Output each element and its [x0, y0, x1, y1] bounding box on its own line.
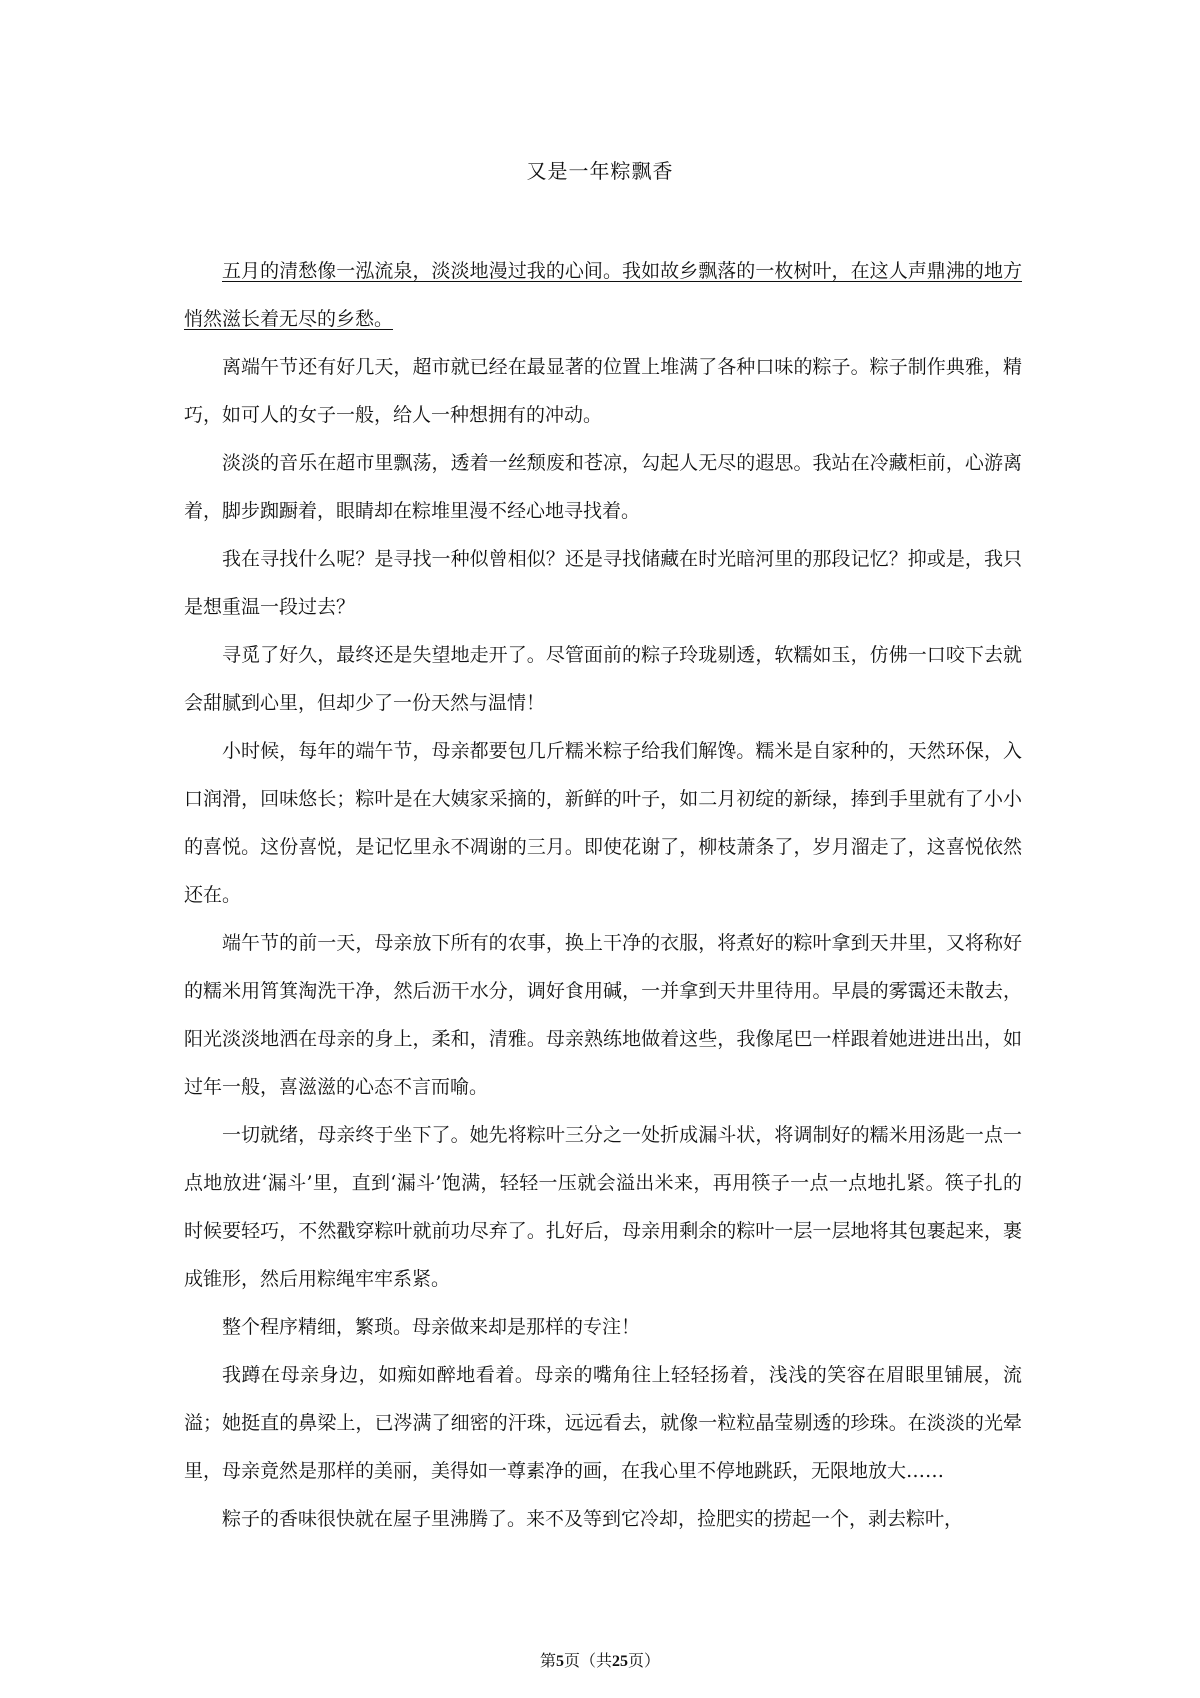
paragraph-1 [184, 247, 1022, 343]
current-page-number: 5 [555, 1653, 564, 1670]
paragraph-9: 整个程序精细，繁琐。母亲做来却是那样的专注！ [222, 1316, 641, 1338]
paragraph-7: 端午节的前一天，母亲放下所有的农事，换上干净的衣服，将煮好的粽叶拿到天井里，又将称好的糯米用筲箕淘洗干净，然后沥干水分，调好食用碱，一并拿到天井里待用。早晨的雾霭还未散去，阳光淡淡地洒在母亲的身上，柔和，清雅。母亲熟练地做着这些，我像尾巴一样跟着她进进出出，如过年一般，喜滋滋的心态不言而喻。 [184, 932, 1022, 1098]
paragraph-6: 小时候，每年的端午节，母亲都要包几斤糯米粽子给我们解馋。糯米是自家种的，天然环保，入口润滑，回味悠长；粽叶是在大姨家采摘的，新鲜的叶子，如二月初绽的新绿，捧到手里就有了小小的喜悦。这份喜悦，是记忆里永不凋谢的三月。即使花谢了，柳枝萧条了，岁月溜走了，这喜悦依然还在。 [184, 740, 1022, 906]
footer-middle: 页（共 [563, 1651, 612, 1670]
footer-prefix: 第 [539, 1651, 556, 1670]
underlined-text: 五月的清愁像一泓流泉，淡淡地漫过我的心间。我如故乡飘落的一枚树叶，在这人声鼎沸的地方悄然滋长着无尽的乡愁。 [184, 260, 1022, 330]
article-body [184, 247, 1022, 1543]
paragraph-2: 离端午节还有好几天，超市就已经在最显著的位置上堆满了各种口味的粽子。粽子制作典雅，精巧，如可人的女子一般，给人一种想拥有的冲动。 [184, 356, 1022, 426]
paragraph-3: 淡淡的音乐在超市里飘荡，透着一丝颓废和苍凉，勾起人无尽的遐思。我站在冷藏柜前，心游离着，脚步踟蹰着，眼睛却在粽堆里漫不经心地寻找着。 [184, 452, 1022, 522]
page-footer [0, 1648, 1200, 1671]
paragraph-8: 一切就绪，母亲终于坐下了。她先将粽叶三分之一处折成漏斗状，将调制好的糯米用汤匙一点一点地放进‘漏斗’里，直到‘漏斗’饱满，轻轻一压就会溢出米来，再用筷子一点一点地扎紧。筷子扎的时候要轻巧，不然戳穿粽叶就前功尽弃了。扎好后，母亲用剩余的粽叶一层一层地将其包裹起来，裹成锥形，然后用粽绳牢牢系紧。 [184, 1124, 1022, 1290]
article-title: 又是一年粽飘香 [526, 159, 674, 183]
paragraph-5: 寻觅了好久，最终还是失望地走开了。尽管面前的粽子玲珑剔透，软糯如玉，仿佛一口咬下去就会甜腻到心里，但却少了一份天然与温情！ [184, 644, 1022, 714]
paragraph-4: 我在寻找什么呢？是寻找一种似曾相似？还是寻找储藏在时光暗河里的那段记忆？抑或是，我只是想重温一段过去？ [184, 548, 1022, 618]
paragraph-11: 粽子的香味很快就在屋子里沸腾了。来不及等到它冷却，捡肥实的捞起一个，剥去粽叶， [222, 1508, 964, 1530]
footer-suffix: 页） [628, 1651, 661, 1670]
paragraph-10: 我蹲在母亲身边，如痴如醉地看着。母亲的嘴角往上轻轻扬着，浅浅的笑容在眉眼里铺展，流溢；她挺直的鼻梁上，已涔满了细密的汗珠，远远看去，就像一粒粒晶莹剔透的珍珠。在淡淡的光晕里，母亲竟然是那样的美丽，美得如一尊素净的画，在我心里不停地跳跃，无限地放大…… [184, 1364, 1022, 1482]
total-pages-number: 25 [612, 1653, 628, 1670]
